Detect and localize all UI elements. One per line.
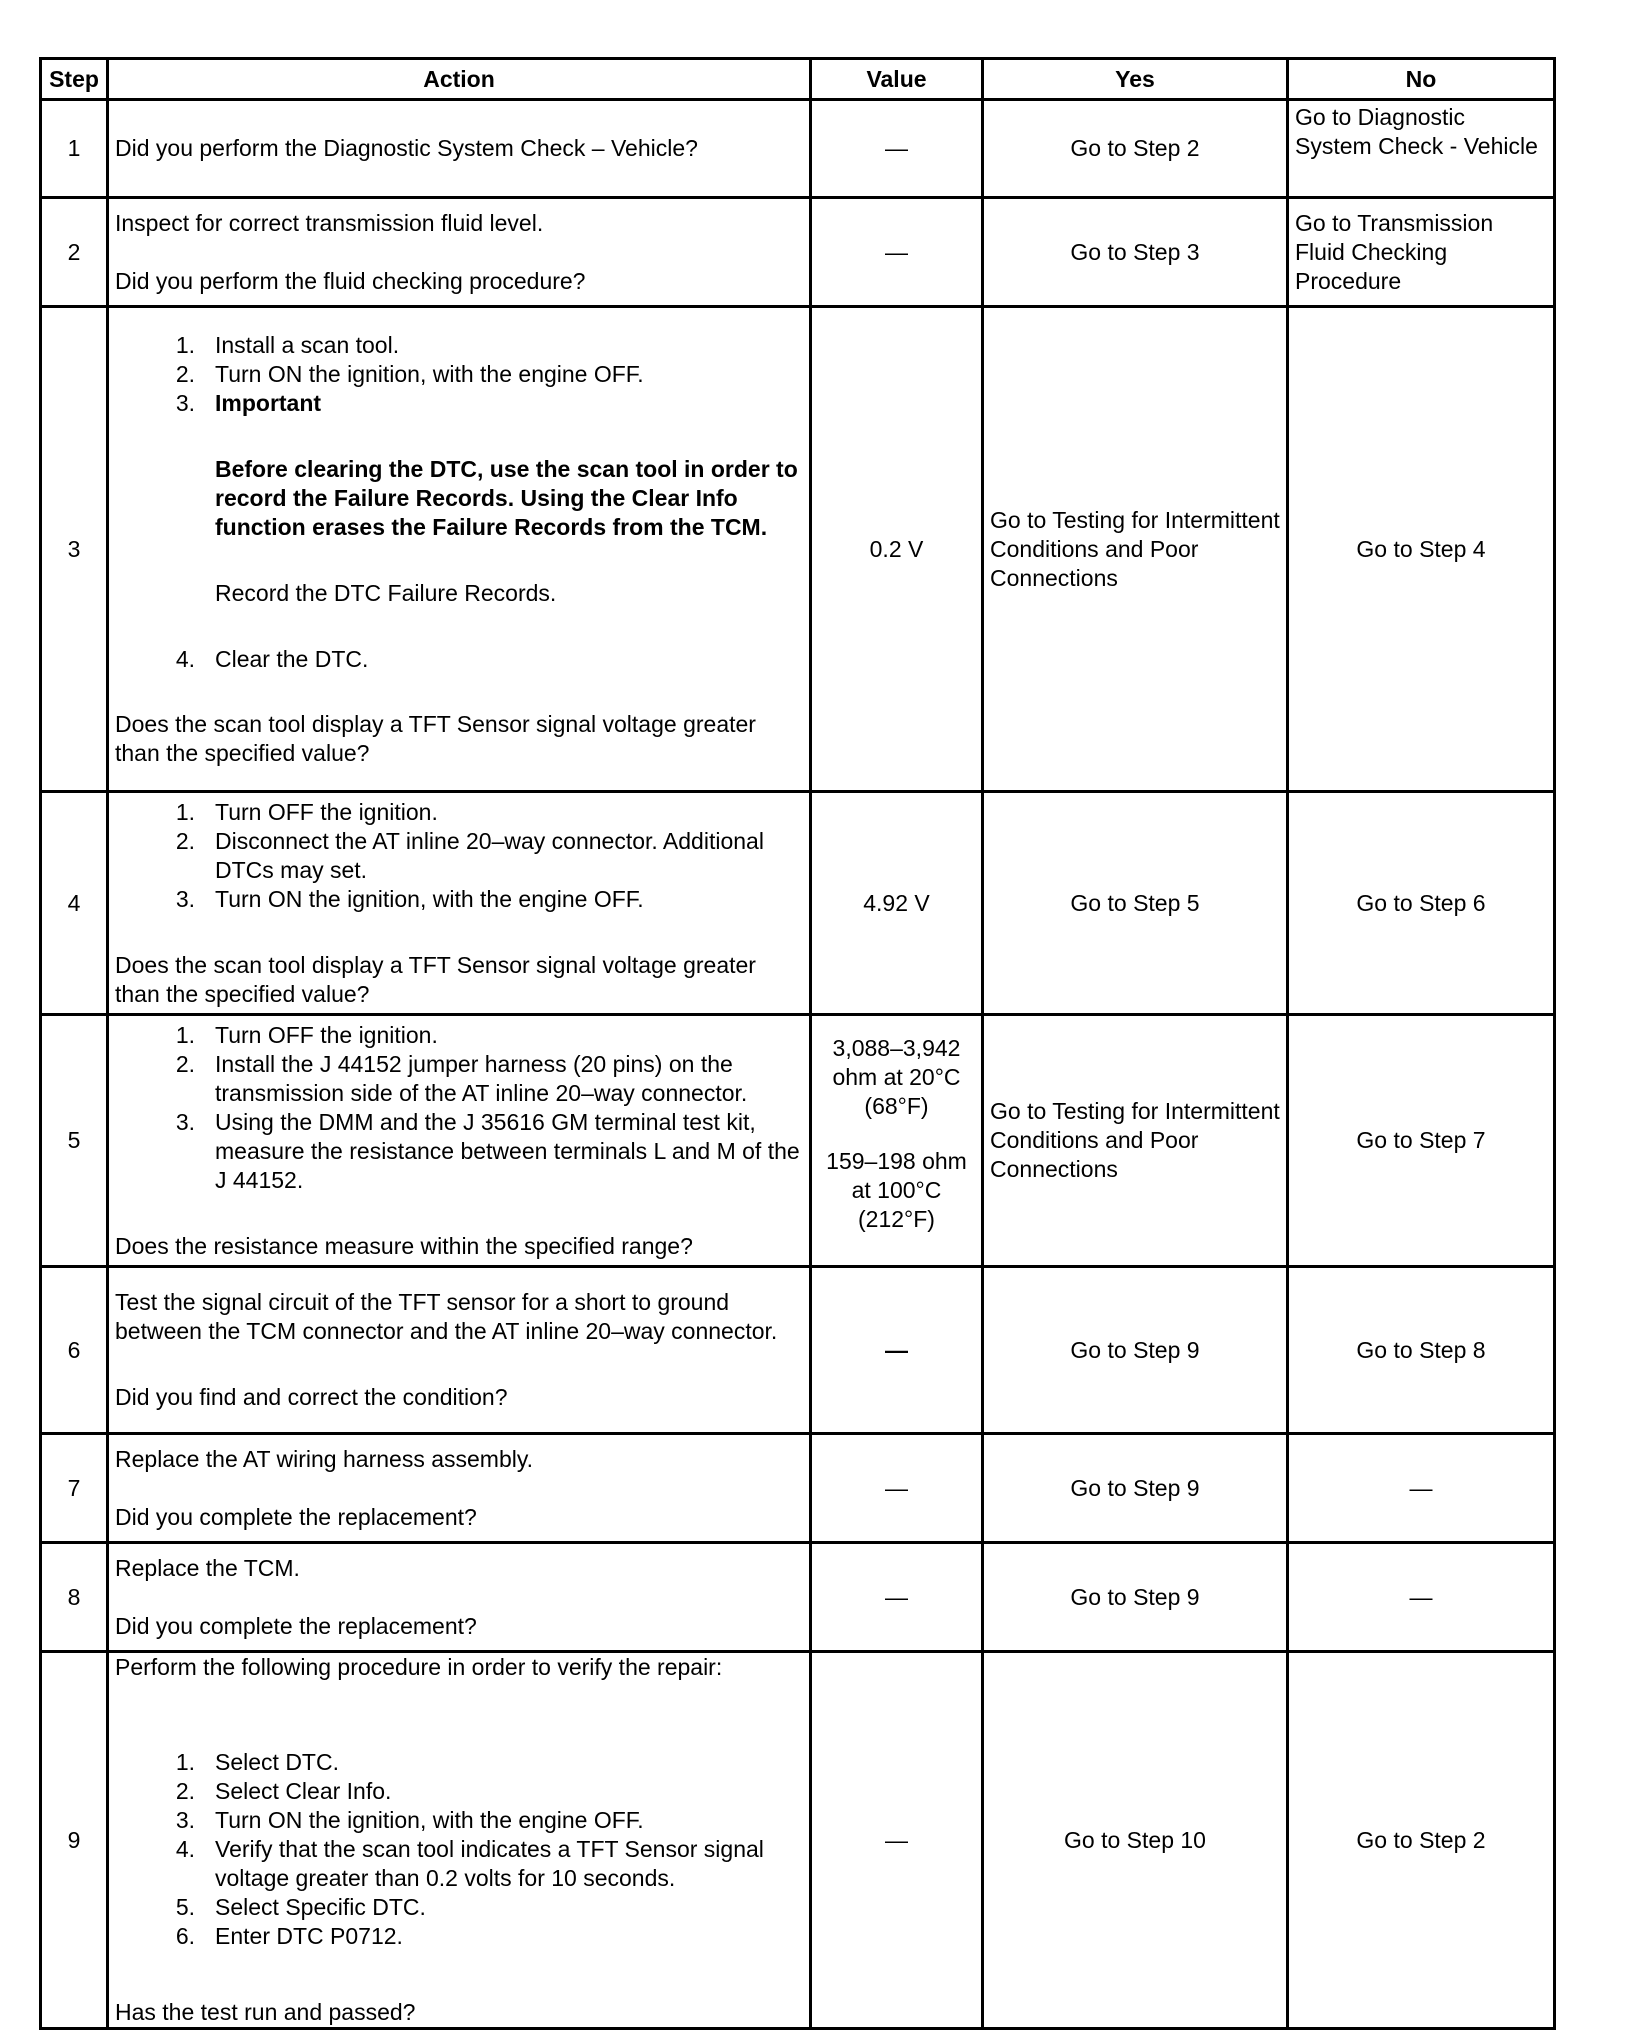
no-cell: Go to Step 7 bbox=[1288, 1015, 1555, 1267]
no-cell: Go to Step 4 bbox=[1288, 307, 1555, 792]
value-range-20c: 3,088–3,942 ohm at 20°C (68°F) bbox=[832, 1035, 961, 1119]
list-item: 3. Using the DMM and the J 35616 GM terminal test kit, measure the resistance between terminals L and M of the J 44152. bbox=[175, 1108, 800, 1193]
action-cell bbox=[108, 1434, 811, 1543]
action-intro: Replace the AT wiring harness assembly. bbox=[115, 1445, 534, 1472]
yes-cell: Go to Step 10 bbox=[983, 1652, 1288, 2029]
no-cell: Go to Diagnostic System Check - Vehicle bbox=[1288, 100, 1555, 198]
action-intro: Replace the TCM. bbox=[115, 1554, 300, 1581]
list-item: 2. Install the J 44152 jumper harness (20 pins) on the transmission side of the AT inline 20–way connector. bbox=[175, 1050, 748, 1106]
yes-cell: Go to Step 9 bbox=[983, 1267, 1288, 1434]
yes-cell: Go to Testing for Intermittent Conditions and Poor Connections bbox=[983, 1015, 1288, 1267]
action-question: Does the scan tool display a TFT Sensor signal voltage greater than the specified value? bbox=[115, 710, 756, 766]
yes-cell: Go to Step 9 bbox=[983, 1543, 1288, 1652]
step-number: 7 bbox=[41, 1434, 108, 1543]
table-row bbox=[41, 1434, 1555, 1543]
step-number: 2 bbox=[41, 198, 108, 307]
no-cell: — bbox=[1288, 1434, 1555, 1543]
action-cell bbox=[108, 307, 811, 792]
table-row bbox=[41, 1267, 1555, 1434]
no-cell: — bbox=[1288, 1543, 1555, 1652]
value-cell: — bbox=[811, 1543, 983, 1652]
yes-cell: Go to Step 5 bbox=[983, 792, 1288, 1015]
table-row bbox=[41, 100, 1555, 198]
list-item: 1. Select DTC. bbox=[175, 1749, 339, 1775]
yes-cell: Go to Step 3 bbox=[983, 198, 1288, 307]
list-item: 3. Important bbox=[175, 389, 322, 416]
header-row bbox=[41, 59, 1555, 100]
value-cell bbox=[811, 1015, 983, 1267]
action-intro: Inspect for correct transmission fluid level. bbox=[115, 209, 544, 236]
action-cell bbox=[108, 198, 811, 307]
yes-cell: Go to Step 2 bbox=[983, 100, 1288, 198]
action-question: Does the scan tool display a TFT Sensor signal voltage greater than the specified value? bbox=[115, 951, 756, 1007]
action-cell bbox=[108, 1015, 811, 1267]
action-cell bbox=[108, 100, 811, 198]
header-action: Action bbox=[108, 59, 811, 100]
value-cell: — bbox=[811, 1434, 983, 1543]
table-row bbox=[41, 792, 1555, 1015]
procedure-list bbox=[115, 331, 803, 418]
no-cell: Go to Step 8 bbox=[1288, 1267, 1555, 1434]
list-item: 1. Install a scan tool. bbox=[175, 331, 400, 358]
value-cell: — bbox=[811, 100, 983, 198]
step-number: 4 bbox=[41, 792, 108, 1015]
step-number: 8 bbox=[41, 1543, 108, 1652]
important-note: Before clearing the DTC, use the scan tool in order to record the Failure Records. Using the Clear Info function erases the Failure Records from the TCM. Record the DTC Failure Records. bbox=[115, 447, 803, 608]
table-row bbox=[41, 1015, 1555, 1267]
action-cell bbox=[108, 1652, 811, 2029]
yes-cell: Go to Step 9 bbox=[983, 1434, 1288, 1543]
action-cell bbox=[108, 1543, 811, 1652]
yes-cell: Go to Testing for Intermittent Conditions and Poor Connections bbox=[983, 307, 1288, 792]
value-cell: — bbox=[811, 1267, 983, 1434]
table-row bbox=[41, 307, 1555, 792]
action-cell bbox=[108, 1267, 811, 1434]
step-number: 3 bbox=[41, 307, 108, 792]
action-intro: Perform the following procedure in order to verify the repair: bbox=[115, 1654, 723, 1680]
table-row bbox=[41, 198, 1555, 307]
value-cell: — bbox=[811, 1652, 983, 2029]
table-row bbox=[41, 1543, 1555, 1652]
procedure-list bbox=[115, 637, 803, 674]
list-item: 6. Enter DTC P0712. bbox=[175, 1923, 403, 1949]
step-number: 1 bbox=[41, 100, 108, 198]
no-cell: Go to Step 6 bbox=[1288, 792, 1555, 1015]
action-question: Does the resistance measure within the specified range? bbox=[115, 1232, 693, 1259]
procedure-list bbox=[115, 798, 803, 914]
list-item: 2. Select Clear Info. bbox=[175, 1778, 392, 1804]
list-item: 2. Turn ON the ignition, with the engine OFF. bbox=[175, 360, 644, 387]
header-value: Value bbox=[811, 59, 983, 100]
sub-text: Record the DTC Failure Records. bbox=[215, 579, 557, 606]
no-cell: Go to Transmission Fluid Checking Procedure bbox=[1288, 198, 1555, 307]
procedure-list bbox=[115, 1740, 803, 1951]
value-cell: — bbox=[811, 198, 983, 307]
list-item: 3. Turn ON the ignition, with the engine OFF. bbox=[175, 885, 644, 912]
header-yes: Yes bbox=[983, 59, 1288, 100]
value-cell: 0.2 V bbox=[811, 307, 983, 792]
list-item: 2. Disconnect the AT inline 20–way connector. Additional DTCs may set. bbox=[175, 827, 764, 883]
header-no: No bbox=[1288, 59, 1555, 100]
header-step: Step bbox=[41, 59, 108, 100]
action-cell bbox=[108, 792, 811, 1015]
action-intro: Test the signal circuit of the TFT sensor for a short to ground between the TCM connector and the AT inline 20–way connector. bbox=[115, 1289, 778, 1344]
important-label: Important bbox=[215, 389, 322, 416]
action-text: Did you perform the Diagnostic System Check – Vehicle? bbox=[115, 135, 698, 161]
list-item: 4. Verify that the scan tool indicates a TFT Sensor signal voltage greater than 0.2 volts for 10 seconds. bbox=[175, 1836, 764, 1891]
list-item: 5. Select Specific DTC. bbox=[175, 1894, 426, 1920]
diagnostic-table bbox=[39, 57, 1556, 2030]
no-cell: Go to Step 2 bbox=[1288, 1652, 1555, 2029]
procedure-list bbox=[115, 1021, 803, 1195]
action-question: Did you complete the replacement? bbox=[115, 1503, 477, 1530]
step-number: 9 bbox=[41, 1652, 108, 2029]
value-range-100c: 159–198 ohm at 100°C (212°F) bbox=[826, 1148, 967, 1232]
list-item: 4. Clear the DTC. bbox=[175, 645, 369, 672]
list-item: 1. Turn OFF the ignition. bbox=[175, 798, 438, 825]
step-number: 5 bbox=[41, 1015, 108, 1267]
action-question: Did you complete the replacement? bbox=[115, 1612, 477, 1639]
step-number: 6 bbox=[41, 1267, 108, 1434]
action-question: Did you find and correct the condition? bbox=[115, 1384, 508, 1410]
list-item: 3. Turn ON the ignition, with the engine OFF. bbox=[175, 1807, 644, 1833]
list-item: 1. Turn OFF the ignition. bbox=[175, 1021, 438, 1048]
value-cell: 4.92 V bbox=[811, 792, 983, 1015]
table-row bbox=[41, 1652, 1555, 2029]
action-question: Did you perform the fluid checking procedure? bbox=[115, 267, 586, 294]
action-question: Has the test run and passed? bbox=[115, 1999, 416, 2025]
